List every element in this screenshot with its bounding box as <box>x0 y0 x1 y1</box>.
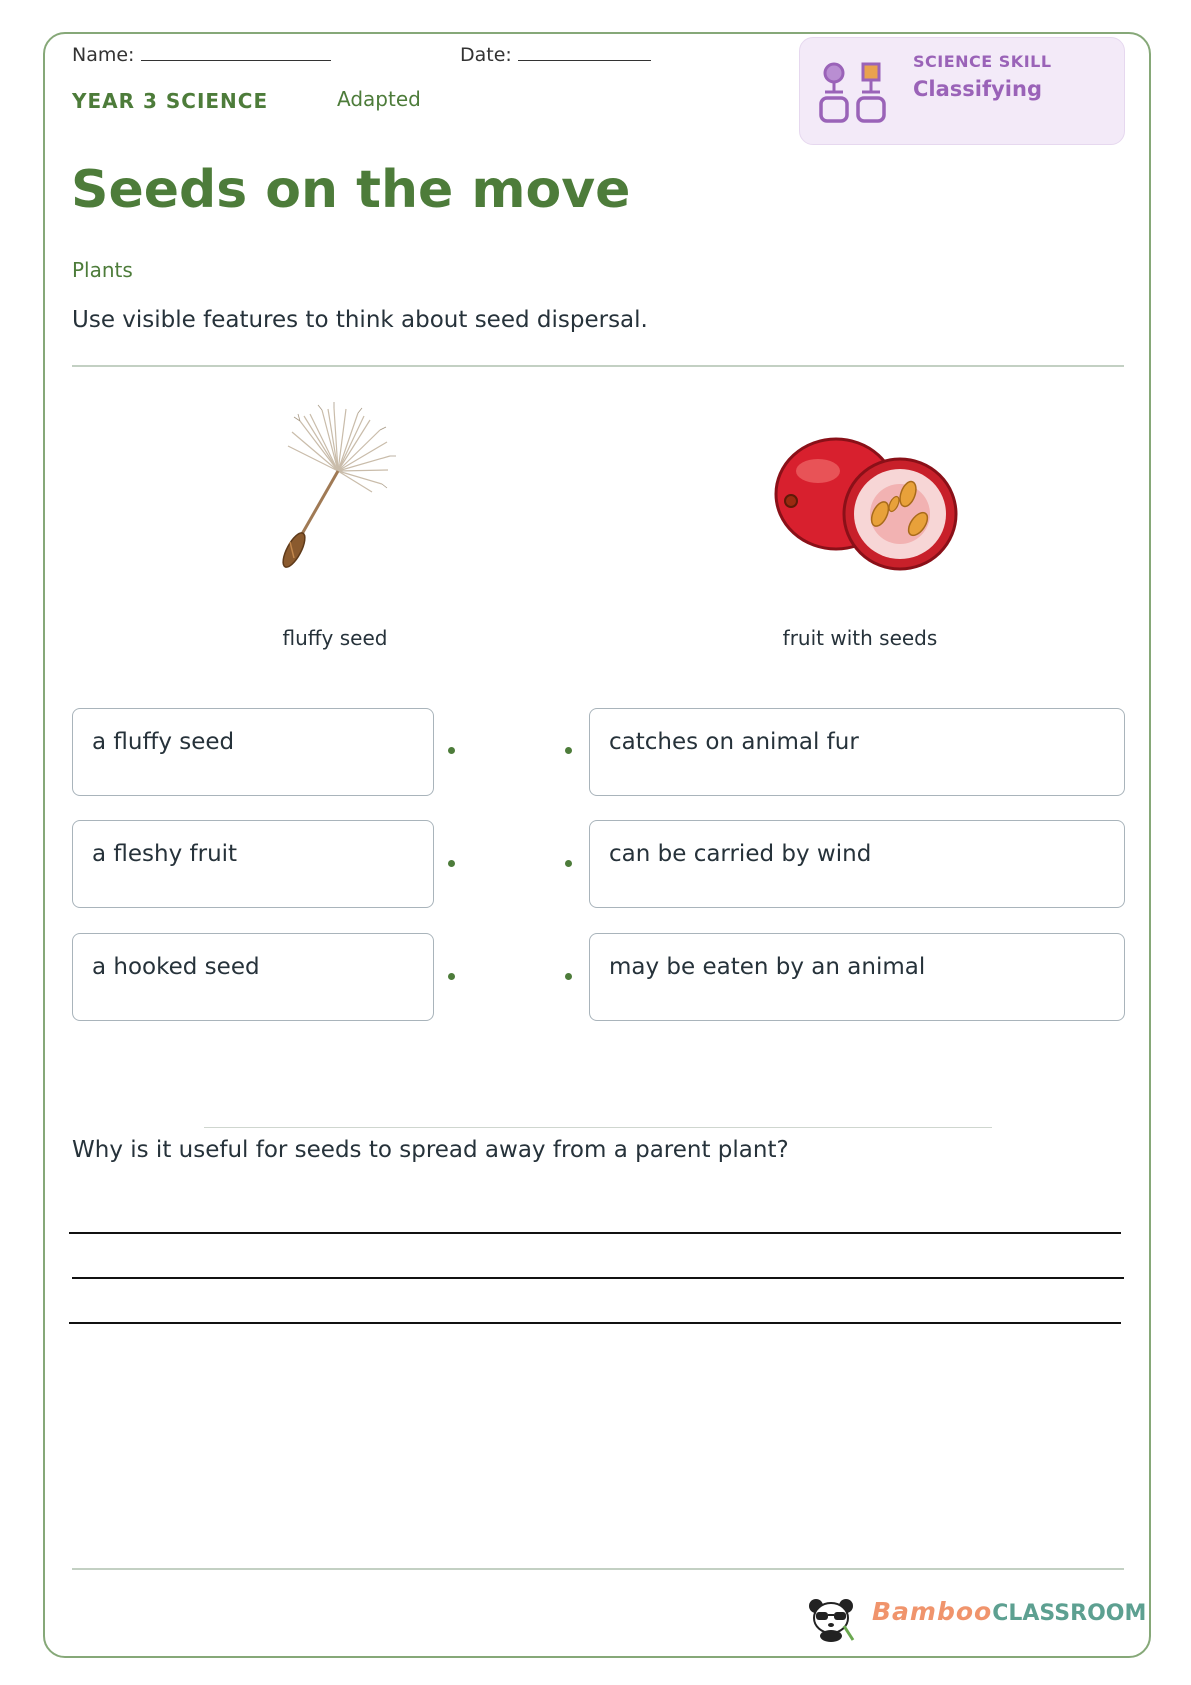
name-blank[interactable] <box>141 60 331 61</box>
topic-label: Plants <box>72 258 133 282</box>
date-blank[interactable] <box>518 60 651 61</box>
date-field[interactable] <box>460 44 651 66</box>
answer-line-3[interactable] <box>69 1322 1121 1324</box>
brand-part1: Bamboo <box>872 1597 993 1626</box>
match-left-3: a hooked seed <box>72 933 434 1021</box>
footer-divider <box>72 1568 1124 1570</box>
classifying-icon <box>816 60 890 128</box>
version-label: Adapted <box>337 87 421 111</box>
match-right-2: can be carried by wind <box>589 820 1125 908</box>
skill-name: Classifying <box>913 77 1042 101</box>
match-left-1: a fluffy seed <box>72 708 434 796</box>
match-dot-left-1[interactable] <box>448 747 455 754</box>
brand-part2: CLASSROOM <box>992 1601 1147 1626</box>
match-right-3: may be eaten by an animal <box>589 933 1125 1021</box>
question-text: Why is it useful for seeds to spread away from a parent plant? <box>72 1137 789 1163</box>
image-caption-2: fruit with seeds <box>782 626 938 650</box>
divider <box>72 365 1124 367</box>
dandelion-seed-icon <box>230 396 440 596</box>
panda-mascot-icon <box>806 1596 856 1642</box>
image-caption-1: fluffy seed <box>282 626 388 650</box>
question-divider <box>204 1127 992 1128</box>
match-dot-left-2[interactable] <box>448 860 455 867</box>
match-dot-right-1[interactable] <box>565 747 572 754</box>
match-left-2: a fleshy fruit <box>72 820 434 908</box>
answer-line-1[interactable] <box>69 1232 1121 1234</box>
instruction-text: Use visible features to think about seed dispersal. <box>72 307 648 333</box>
match-dot-right-3[interactable] <box>565 973 572 980</box>
brand-logo <box>872 1597 1146 1626</box>
page-title: Seeds on the move <box>71 160 631 220</box>
date-label: Date: <box>460 44 512 66</box>
berry-fruit-icon <box>768 426 968 586</box>
match-dot-left-3[interactable] <box>448 973 455 980</box>
name-field[interactable] <box>72 44 331 66</box>
skill-kicker: SCIENCE SKILL <box>913 52 1052 71</box>
answer-line-2[interactable] <box>72 1277 1124 1279</box>
match-dot-right-2[interactable] <box>565 860 572 867</box>
year-label: YEAR 3 SCIENCE <box>72 89 269 113</box>
name-label: Name: <box>72 44 135 66</box>
match-right-1: catches on animal fur <box>589 708 1125 796</box>
